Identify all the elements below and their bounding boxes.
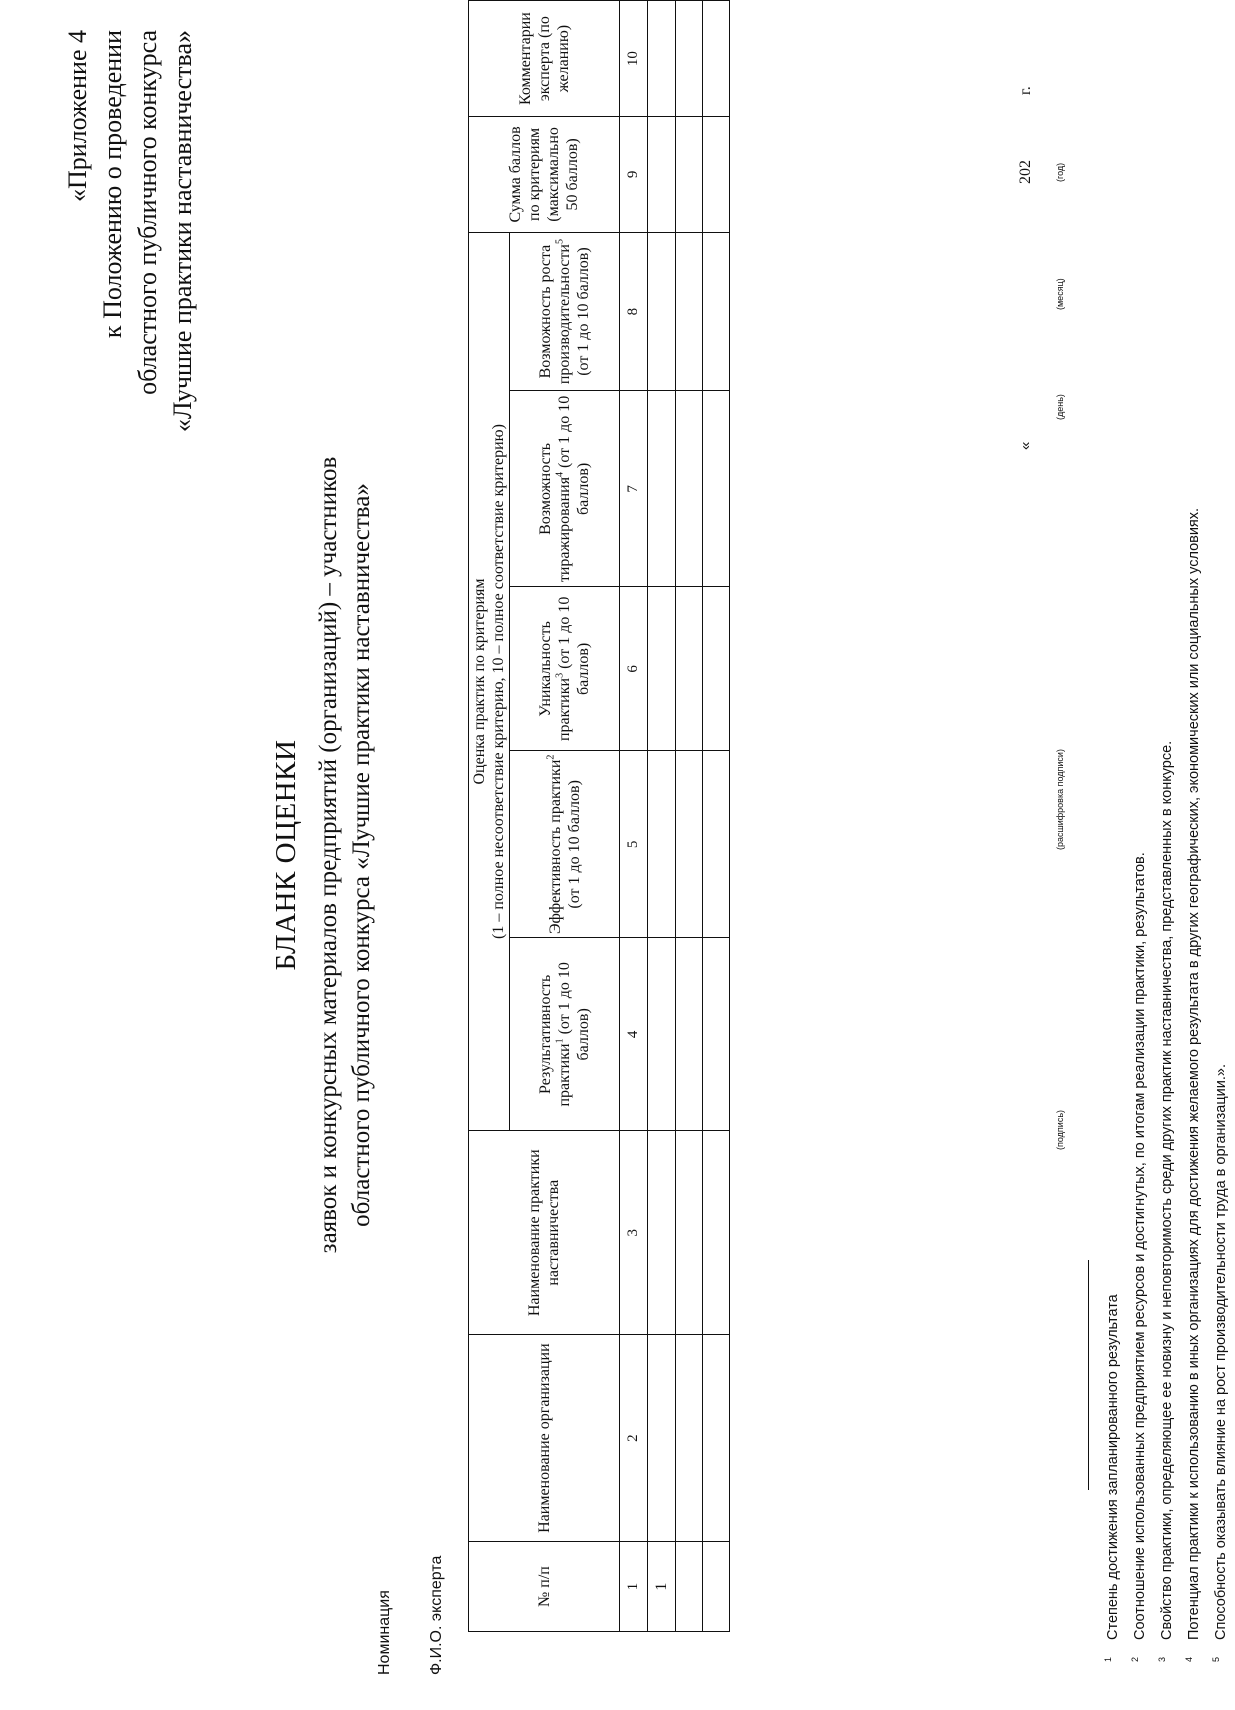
criterion-5-sup: 5	[554, 239, 566, 244]
table-cell[interactable]	[676, 1335, 703, 1542]
subtitle-line-1: заявок и конкурсных материалов предприятий (организаций) – участников	[315, 456, 342, 1254]
header-organization: Наименование организации	[469, 1335, 620, 1542]
table-cell[interactable]	[676, 751, 703, 938]
footnote-text: Степень достижения запланированного результата	[1105, 1294, 1121, 1640]
col-number: 8	[620, 232, 648, 391]
criterion-3-range: (от 1 до 10 баллов)	[556, 596, 592, 695]
table-cell[interactable]	[648, 938, 676, 1131]
criterion-1-sup: 1	[554, 1038, 566, 1044]
appendix-line-2: к Положению о проведении	[98, 30, 127, 339]
table-cell[interactable]	[648, 751, 676, 938]
header-criterion-4	[510, 391, 620, 587]
criteria-group-title: Оценка практик по критериям	[471, 578, 488, 785]
header-row-1	[469, 1, 510, 1632]
header-practice: Наименование практики наставничества	[469, 1131, 620, 1335]
footnote-text: Потенциал практики к использованию в иных организациях для достижения желаемого результата в других географических, экономических или социальных условиях.	[1186, 507, 1202, 1640]
subtitle-line-2: областного публичного конкурса «Лучшие практики наставничества»	[348, 483, 375, 1227]
date-month-caption: (месяц)	[1055, 278, 1065, 310]
footnote-number: 3	[1157, 1656, 1167, 1662]
table-cell[interactable]	[703, 751, 730, 938]
table-row	[703, 1, 730, 1632]
col-number: 1	[620, 1542, 648, 1632]
appendix-line-3: областного публичного конкурса	[133, 30, 162, 395]
date-year-suffix: г.	[1017, 86, 1034, 95]
nomination-label: Номинация	[376, 1590, 393, 1675]
col-number: 3	[620, 1131, 648, 1335]
col-number: 9	[620, 117, 648, 233]
header-comments: Комментарии эксперта (по желанию)	[469, 1, 620, 117]
table-cell[interactable]	[703, 587, 730, 751]
date-year-prefix: 202	[1017, 160, 1034, 184]
footnote-divider	[1088, 1260, 1089, 1490]
expert-name-label: Ф.И.О. эксперта	[428, 1555, 445, 1675]
table-row	[648, 1, 676, 1632]
table-cell[interactable]	[648, 1131, 676, 1335]
header-criterion-3	[510, 587, 620, 751]
header-criterion-1	[510, 938, 620, 1131]
signature-caption: (подпись)	[1055, 1109, 1065, 1150]
criteria-group-subtitle: (1 – полное несоответствие критерию, 10 – полное соответствие критерию)	[490, 424, 507, 939]
table-cell[interactable]	[676, 1131, 703, 1335]
table-cell[interactable]	[703, 232, 730, 391]
header-criterion-5	[510, 232, 620, 391]
criterion-5-name: Возможность роста производительности	[537, 244, 573, 385]
criterion-2-name: Эффективность практики	[546, 759, 564, 935]
column-number-row	[620, 1, 648, 1632]
criterion-5-range: (от 1 до 10 баллов)	[575, 247, 592, 376]
table-cell[interactable]	[648, 1335, 676, 1542]
table-cell[interactable]	[703, 117, 730, 233]
criterion-4-name: Возможность тиражирования	[537, 442, 573, 583]
date-year-caption: (год)	[1055, 162, 1065, 182]
table-cell[interactable]	[703, 1542, 730, 1632]
col-number: 6	[620, 587, 648, 751]
table-cell[interactable]	[703, 938, 730, 1131]
footnote-number: 5	[1211, 1656, 1221, 1662]
col-number: 7	[620, 391, 648, 587]
footnote-number: 1	[1103, 1656, 1113, 1662]
footnote-number: 4	[1184, 1656, 1194, 1662]
criterion-2-sup: 2	[545, 754, 557, 760]
table-cell[interactable]	[676, 117, 703, 233]
table-cell[interactable]	[648, 232, 676, 391]
appendix-line-1: «Приложение 4	[63, 30, 92, 203]
table-cell[interactable]	[676, 1542, 703, 1632]
signature-area	[1015, 0, 1075, 1710]
criterion-1-name: Результативность практики	[537, 974, 573, 1107]
date-open-quote: «	[1017, 441, 1034, 450]
table-cell[interactable]	[648, 117, 676, 233]
form-subtitle	[312, 0, 378, 1710]
signature-decoding-caption: (расшифровка подписи)	[1055, 749, 1065, 850]
criterion-3-name: Уникальность практики	[537, 621, 573, 742]
row-number: 1	[648, 1542, 676, 1632]
criterion-4-range: (от 1 до 10 баллов)	[556, 395, 592, 516]
footnote-text: Соотношение использованных предприятием ресурсов и достигнутых, по итогам реализации практики, результатов.	[1132, 852, 1148, 1640]
evaluation-table	[468, 0, 730, 1632]
table-row	[676, 1, 703, 1632]
table-cell[interactable]	[676, 587, 703, 751]
footnote-number: 2	[1130, 1656, 1140, 1662]
table-cell[interactable]	[703, 391, 730, 587]
table-cell[interactable]	[703, 1131, 730, 1335]
footnote-text: Свойство практики, определяющее ее новизну и неповторимость среди других практик наставничества, представленных в конкурсе.	[1159, 740, 1175, 1640]
table-cell[interactable]	[648, 587, 676, 751]
appendix-line-4: «Лучшие практики наставничества»	[168, 30, 197, 433]
col-number: 4	[620, 938, 648, 1131]
header-criteria-group	[469, 232, 510, 1131]
table-cell[interactable]	[648, 391, 676, 587]
table-cell[interactable]	[703, 1335, 730, 1542]
table-cell[interactable]	[676, 232, 703, 391]
criterion-3-sup: 3	[554, 672, 566, 678]
appendix-header	[60, 30, 200, 432]
header-sum: Сумма баллов по критериям (максимально 50 баллов)	[469, 117, 620, 233]
criterion-2-range: (от 1 до 10 баллов)	[565, 780, 583, 909]
date-day-caption: (день)	[1055, 394, 1065, 420]
table-cell[interactable]	[648, 1, 676, 117]
table-cell[interactable]	[676, 938, 703, 1131]
col-number: 2	[620, 1335, 648, 1542]
criterion-1-range: (от 1 до 10 баллов)	[556, 962, 592, 1061]
col-number: 10	[620, 1, 648, 117]
table-cell[interactable]	[676, 391, 703, 587]
header-criterion-2	[510, 751, 620, 938]
header-num: № п/п	[469, 1542, 620, 1632]
footnote-text: Способность оказывать влияние на рост производительности труда в организации.».	[1213, 1064, 1229, 1640]
table-cell[interactable]	[676, 1, 703, 117]
form-title: БЛАНК ОЦЕНКИ	[270, 739, 302, 971]
table-cell[interactable]	[703, 1, 730, 117]
col-number: 5	[620, 751, 648, 938]
criterion-4-sup: 4	[554, 471, 566, 477]
